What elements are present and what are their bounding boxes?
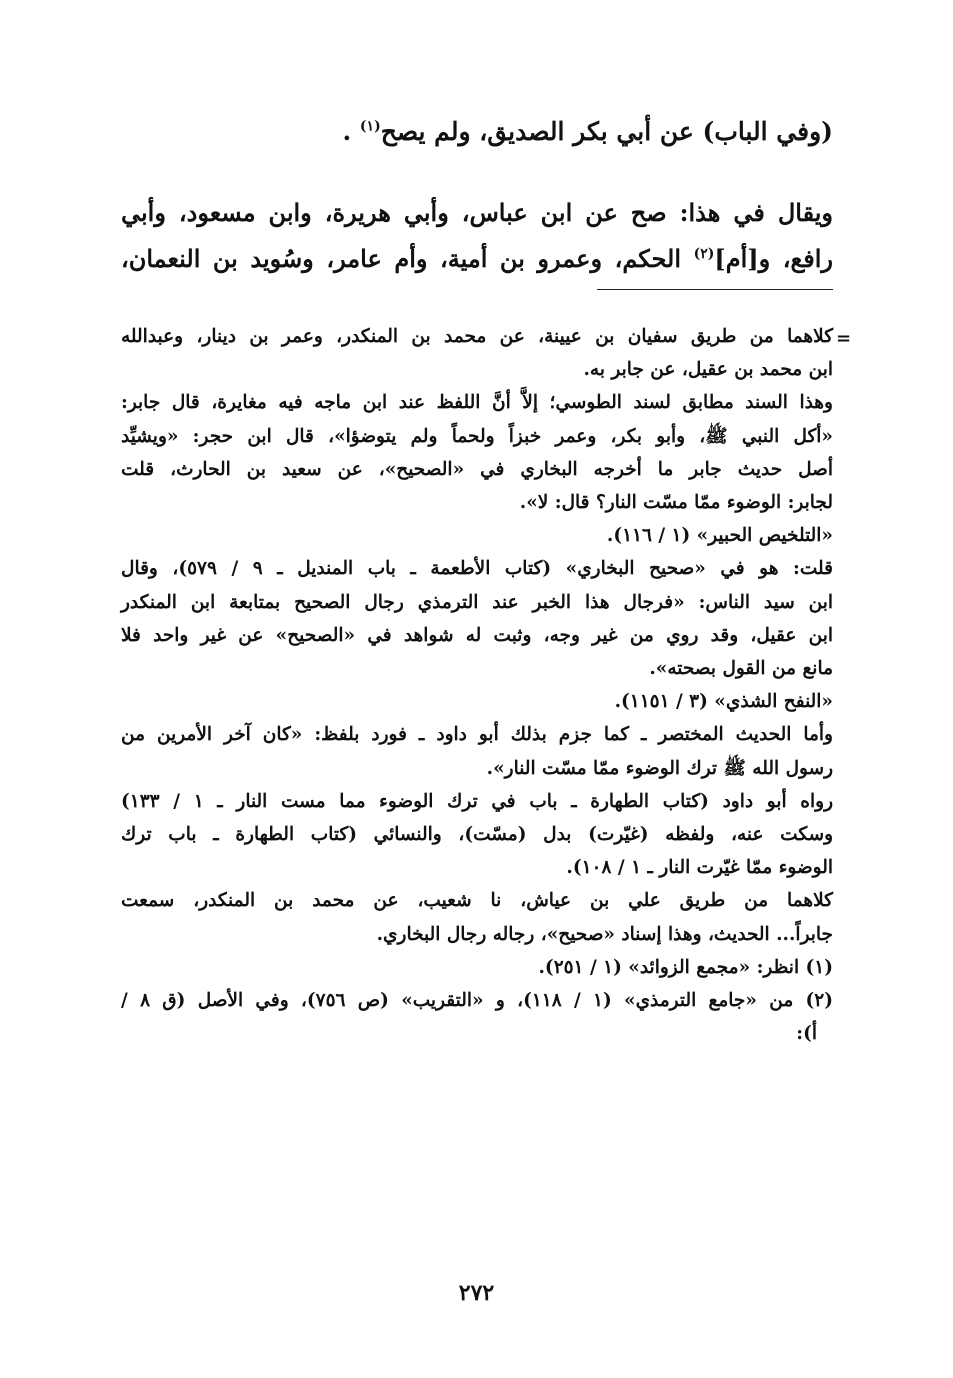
footnote-ref-2: (٢) [693,246,715,262]
continuation-mark: = [836,328,852,349]
footnote-line: وأما الحديث المختصر ـ كما جزم بذلك أبو داود ـ فورد بلفظ: «كان آخر الأمرين من [121,724,833,746]
footnote-2: (٢) من «جامع الترمذي» (١ / ١١٨)، و «التقريب» (ص ٧٥٦)، وفي الأصل (ق ٨ / [121,990,833,1012]
footnote-1: (١) انظر: «مجمع الزوائد» (١ / ٢٥١). [538,956,833,978]
main-line-2 [121,236,833,282]
footnote-line: «النفح الشذي» (٣ / ١١٥١). [614,691,833,713]
heading-line [133,112,833,152]
footnote-line: لجابر: الوضوء ممّا مسّت النار؟ قال: لا». [519,492,833,514]
footnote-line: «أكل النبي ﷺ، وأبو بكر، وعمر خبزاً ولحماً ولم يتوضؤا»، قال ابن حجر: «ويشيِّد [121,425,833,447]
main-line-1: ويقال في هذا: صح عن ابن عباس، وأبي هريرة، وابن مسعود، وأبي [121,198,833,227]
main-line-2-part1: رافع، و[أم] [714,244,833,273]
footnote-line: كلاهما من طريق علي بن عياش، نا شعيب، عن محمد بن المنكدر، سمعت [121,890,833,912]
footnote-line: ابن سيد الناس: «فرجال هذا الخبر عند الترمذي رجال الصحيح بمتابعة ابن المنكدر [121,591,833,613]
footnote-line: رواه أبو داود (كتاب الطهارة ـ باب في ترك الوضوء مما مست النار ـ ١ / ١٣٣) [121,790,834,812]
footnote-line: الوضوء ممّا غيّرت النار ـ ١ / ١٠٨). [566,857,833,879]
footnote-line: جابراً... الحديث، وهذا إسناد «صحيح»، رجاله رجال البخاري. [376,923,833,945]
footnote-line: وهذا السند مطابق لسند الطوسي؛ إلاَّ أنَّ اللفظ عند ابن ماجه فيه مغايرة، قال جابر: [121,392,833,414]
footnote-line: ابن محمد بن عقيل، عن جابر به. [583,359,833,381]
footnote-line: رسول الله ﷺ ترك الوضوء ممّا مسّت النار». [486,757,833,779]
main-paragraph [121,190,833,282]
footnote-line: أصل حديث جابر ما أخرجه البخاري في «الصحيح»، عن سعيد بن الحارث، قلت [121,458,833,480]
heading-trail: . [342,117,360,146]
footnote-line: قلت: هو في «صحيح البخاري» (كتاب الأطعمة ـ باب المنديل ـ ٩ / ٥٧٩)، وقال [121,558,833,580]
footnote-line: «التلخيص الحبير» (١ / ١١٦). [606,525,833,547]
footnote-line: ابن عقيل، وقد روي من غير وجه، وثبت له شواهد في «الصحيح» عن غير واحد فلا [121,624,833,646]
footnote-line: وسكت عنه، ولفظه (غيّرت) بدل (مسّت)، والنسائي (كتاب الطهارة ـ باب ترك [121,824,833,846]
footnote-line: مانع من القول بصحته». [649,658,833,680]
footnote-line: كلاهما من طريق سفيان بن عيينة، عن محمد بن المنكدر، وعمر بن دينار، وعبدالله [121,326,833,347]
footnote-2-continued: أ): [796,1023,817,1045]
main-line-2-part2: الحكم، وعمرو بن أمية، وأم عامر، وسُويد بن النعمان، [121,244,694,273]
heading-text: (وفي الباب) عن أبي بكر الصديق، ولم يصح [380,117,833,146]
footnote-ref-1: (١) [359,118,381,135]
footnote-separator [597,289,833,290]
footnotes-block [121,320,833,1050]
page-number: ٢٧٢ [458,1280,495,1306]
